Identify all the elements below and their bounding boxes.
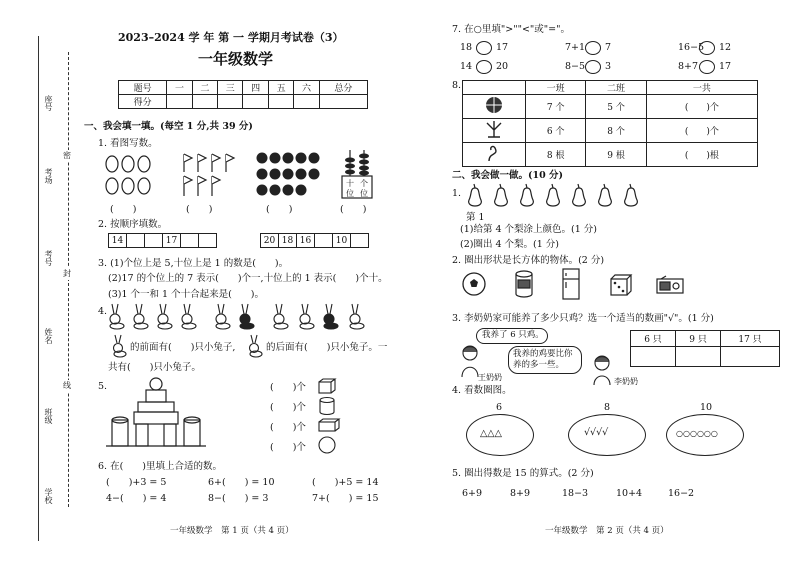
q7-a-left: 18 [460,42,473,53]
can-icon [514,270,534,298]
margin-label-room: 考场 [44,168,53,184]
q3-line-1: 3. (1)个位上是 5,十位上是 1 的数是( )。 [98,258,289,269]
q7-d-right: 20 [496,61,509,72]
s2-q5-item-4[interactable]: 10+4 [616,488,643,499]
grandma-li-name: 李奶奶 [614,377,638,386]
q2-sequence-1: 14 17 [108,233,217,248]
apple-group-icon [256,150,322,200]
q5-label: 5. [98,381,108,392]
q1-answer-blank-3[interactable]: ( ) [266,204,293,215]
q7-b-right: 7 [605,42,612,53]
margin-label-name: 姓名 [44,328,53,344]
abacus-label-ten: 十 [346,179,354,188]
s2-q4-num-2: 8 [604,402,611,413]
eggplant-group-icon [102,152,158,198]
exam-title: 2023–2024 学 年 第 一 学期月考试卷（3） [118,31,344,44]
rabbit-row-icon [106,302,376,330]
q7-e-right: 3 [605,61,612,72]
s2-q4-shapes-2: √√√√ [584,427,609,438]
footer-left: 一年级数学 第 1 页（共 4 页） [170,526,294,536]
q7-a-right: 17 [496,42,509,53]
s2-q2-prompt: 2. 圈出形状是长方体的物体。(2 分) [452,255,605,266]
s2-q1-b: (2)圈出 4 个梨。(1 分) [460,239,560,250]
block-castle-icon [106,376,206,454]
rope-icon [485,144,503,162]
q7-c-circle[interactable] [699,41,715,55]
section1-heading: 一、我会填一填。(每空 1 分,共 39 分) [84,121,253,132]
cuboid-icon [318,378,336,394]
rabbit-small-icon-2 [249,334,263,358]
q6-item-2[interactable]: 6+( ) = 10 [208,477,275,488]
rabbit-small-icon-1 [113,334,127,358]
margin-label-seat: 座号 [44,95,53,111]
s2-q5-item-5[interactable]: 16−2 [668,488,695,499]
q2-sequence-2: 20 18 16 10 [260,233,369,248]
cylinder-icon [318,397,336,415]
q7-e-left: 8−5 [565,61,586,72]
s2-q4-shapes-3: ○○○○○○ [676,429,718,438]
speech-bubble-2-line1: 我养的鸡要比你 [513,349,573,359]
q5-blank-1[interactable]: ( )个 [270,382,306,393]
q5-blank-3[interactable]: ( )个 [270,422,306,433]
s2-q1-a: (1)给第 4 个梨涂上颜色。(1 分) [460,224,598,235]
q6-item-3[interactable]: ( )+5 = 14 [312,477,379,488]
q4-line-1b: 的后面有( )只小兔子。一 [266,342,388,353]
s2-q4-shapes-1: △△△ [480,428,502,439]
margin-rule [38,36,39,541]
abacus-label-one: 个 [360,179,368,188]
q4-line-1a: 的前面有( )只小兔子, [130,342,236,353]
footer-right: 一年级数学 第 2 页（共 4 页） [545,526,669,536]
margin-label-class: 班级 [44,408,53,424]
abacus-label-pos2: 位 [360,189,368,198]
q7-b-circle[interactable] [585,41,601,55]
s2-q5-item-1[interactable]: 6+9 [462,488,483,499]
q1-answer-blank-4[interactable]: ( ) [340,204,367,215]
q7-c-left: 16−5 [678,42,705,53]
s2-q3-options-table: 6 只 9 只 17 只 [630,330,780,367]
q1-prompt: 1. 看图写数。 [98,138,158,149]
q7-b-left: 7+1 [565,42,586,53]
margin-label-school: 学校 [44,488,53,504]
q6-prompt: 6. 在( )里填上合适的数。 [98,461,222,472]
s2-q5-item-3[interactable]: 18−3 [562,488,589,499]
q5-blank-2[interactable]: ( )个 [270,402,306,413]
page-subtitle: 一年级数学 [198,50,274,68]
margin-cut-mi: 密 [63,151,71,160]
radio-box-icon [656,276,684,294]
q8-label: 8. [452,80,462,91]
s2-q4-num-1: 6 [496,402,503,413]
speech-bubble-2-line2: 养的多一些。 [513,360,565,370]
grandma-wang-name: 王奶奶 [478,373,502,382]
s2-q5-item-2[interactable]: 8+9 [510,488,531,499]
q8-table: 一班 二班 一共 7 个 5 个 ( )个 6 个 8 个 ( )个 8 根 9 根 ( )根 [462,80,758,167]
s2-q4-num-3: 10 [700,402,713,413]
s2-q4-prompt: 4. 看数圈图。 [452,385,512,396]
q7-a-circle[interactable] [476,41,492,55]
q2-prompt: 2. 按顺序填数。 [98,219,168,230]
s2-q3-prompt: 3. 李奶奶家可能养了多少只鸡？选一个适当的数画"√"。(1 分) [452,313,714,324]
s2-q1-sub: 第 1 [466,212,485,223]
q7-f-left: 8+7 [678,61,699,72]
abacus-label-pos1: 位 [346,189,354,198]
s2-q1-label: 1. [452,188,462,199]
margin-cut-feng: 封 [63,269,71,278]
q7-e-circle[interactable] [585,60,601,74]
q7-f-right: 17 [719,61,732,72]
q3-line-3: (3)1 个一和 1 个十合起来是( )。 [108,289,265,300]
plant-icon [484,120,504,138]
q7-c-right: 12 [719,42,732,53]
q6-item-4[interactable]: 4−( ) = 4 [106,493,167,504]
soccer-ball-icon [462,272,486,296]
q5-blank-4[interactable]: ( )个 [270,442,306,453]
q6-item-1[interactable]: ( )+3 = 5 [106,477,167,488]
section2-heading: 二、我会做一做。(10 分) [452,170,564,181]
q3-line-2: (2)17 的个位上的 7 表示( )个一,十位上的 1 表示( )个十。 [108,273,388,284]
margin-label-examno: 考号 [44,250,53,266]
q7-d-left: 14 [460,61,473,72]
cube-icon [318,418,340,432]
q1-answer-blank-1[interactable]: ( ) [110,204,137,215]
q4-line-2: 共有( )只小兔子。 [108,362,201,373]
q6-item-5[interactable]: 8−( ) = 3 [208,493,269,504]
q4-label: 4. [98,306,108,317]
basketball-icon [485,96,503,114]
q6-item-6[interactable]: 7+( ) = 15 [312,493,379,504]
q1-answer-blank-2[interactable]: ( ) [186,204,213,215]
s2-q5-prompt: 5. 圈出得数是 15 的算式。(2 分) [452,468,594,479]
fridge-icon [562,268,580,300]
score-table: 题号 一 二 三 四 五 六 总分 得分 [118,80,368,109]
q7-f-circle[interactable] [699,60,715,74]
grandma-li-icon [590,354,614,386]
q7-prompt: 7. 在○里填">""<"或"="。 [452,24,570,35]
margin-cut-xian: 线 [63,381,71,390]
flag-group-icon [180,152,236,198]
sphere-icon [318,436,336,454]
speech-bubble-1-text: 我养了 6 只鸡。 [482,330,544,340]
dice-icon [610,274,632,296]
pear-row-icon [464,182,644,212]
q7-d-circle[interactable] [476,60,492,74]
